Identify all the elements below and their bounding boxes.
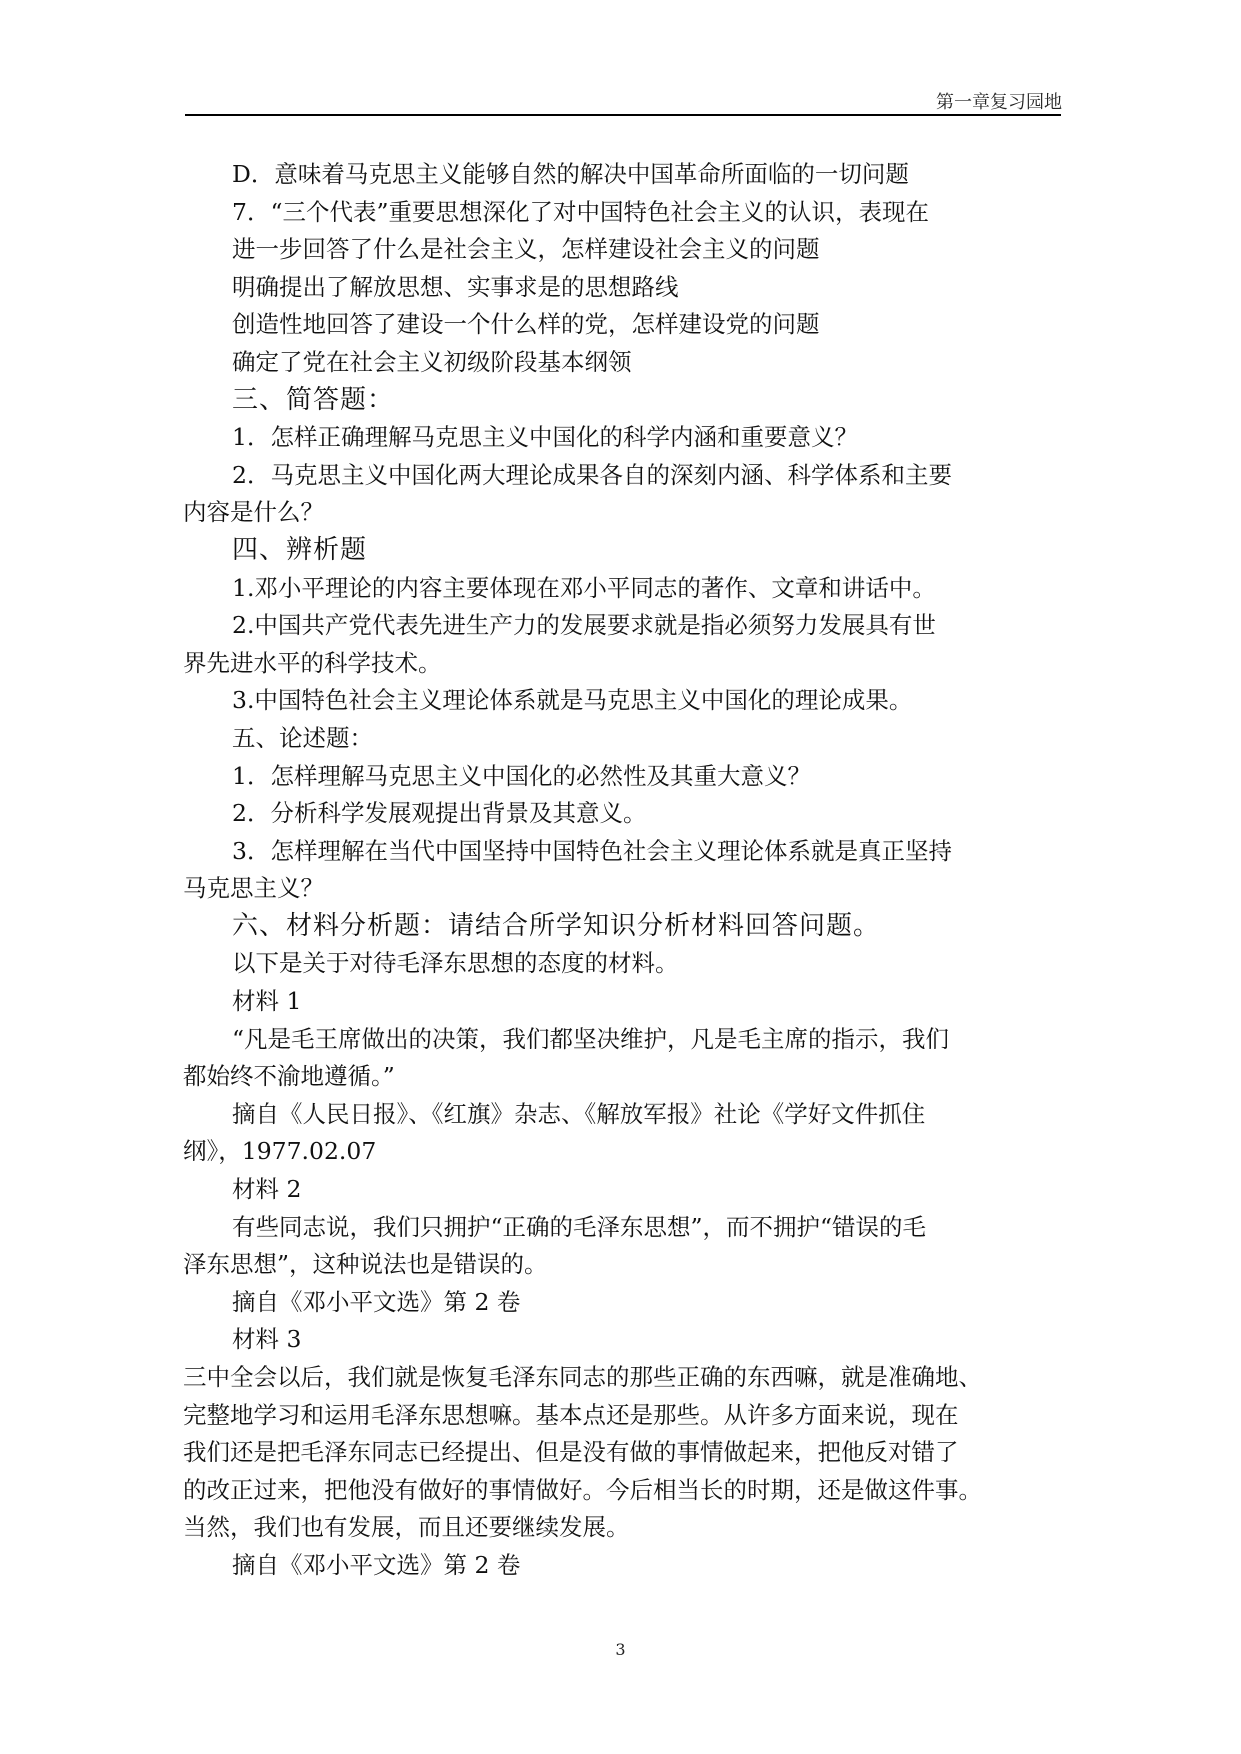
material-3-label: 材料 3 xyxy=(232,1325,302,1354)
material-2-label: 材料 2 xyxy=(232,1175,302,1204)
option-line: 创造性地回答了建设一个什么样的党，怎样建设党的问题 xyxy=(232,310,820,339)
material-intro: 以下是关于对待毛泽东思想的态度的材料。 xyxy=(232,949,679,978)
running-header: 第一章复习园地 xyxy=(936,92,1062,113)
essay-q3: 3．怎样理解在当代中国坚持中国特色社会主义理论体系就是真正坚持 xyxy=(232,836,952,865)
essay-q3-cont: 马克思主义？ xyxy=(183,874,324,903)
material-1-label: 材料 1 xyxy=(232,987,302,1016)
analysis-q3: 3.中国特色社会主义理论体系就是马克思主义中国化的理论成果。 xyxy=(232,686,913,715)
option-line: 明确提出了解放思想、实事求是的思想路线 xyxy=(232,272,679,301)
option-d: D．意味着马克思主义能够自然的解决中国革命所面临的一切问题 xyxy=(232,160,909,188)
material-2-text-cont: 泽东思想”，这种说法也是错误的。 xyxy=(183,1250,548,1279)
section-heading-short-answer: 三、简答题： xyxy=(232,384,395,415)
analysis-q2-cont: 界先进水平的科学技术。 xyxy=(183,648,442,677)
material-2-source: 摘自《邓小平文选》第 2 卷 xyxy=(232,1287,521,1316)
material-3-source: 摘自《邓小平文选》第 2 卷 xyxy=(232,1550,521,1579)
material-1-text: “凡是毛王席做出的决策，我们都坚决维护，凡是毛主席的指示，我们 xyxy=(232,1024,950,1053)
material-1-source-cont: 纲》，1977.02.07 xyxy=(183,1137,377,1166)
short-answer-q1: 1．怎样正确理解马克思主义中国化的科学内涵和重要意义？ xyxy=(232,423,858,452)
section-heading-essay: 五、论述题： xyxy=(232,723,373,752)
essay-q1: 1．怎样理解马克思主义中国化的必然性及其重大意义？ xyxy=(232,761,811,790)
material-3-text: 当然，我们也有发展，而且还要继续发展。 xyxy=(183,1513,630,1542)
material-3-text: 的改正过来，把他没有做好的事情做好。今后相当长的时期，还是做这件事。 xyxy=(183,1475,982,1504)
material-2-text: 有些同志说，我们只拥护“正确的毛泽东思想”，而不拥护“错误的毛 xyxy=(232,1212,927,1241)
essay-q2: 2．分析科学发展观提出背景及其意义。 xyxy=(232,799,647,828)
material-1-source: 摘自《人民日报》、《红旗》杂志、《解放军报》社论《学好文件抓住 xyxy=(232,1099,926,1128)
option-line: 进一步回答了什么是社会主义，怎样建设社会主义的问题 xyxy=(232,235,820,264)
short-answer-q2: 2．马克思主义中国化两大理论成果各自的深刻内涵、科学体系和主要 xyxy=(232,460,952,489)
section-heading-analysis: 四、辨析题 xyxy=(232,534,368,565)
material-3-text: 三中全会以后，我们就是恢复毛泽东同志的那些正确的东西嘛，就是准确地、 xyxy=(183,1363,982,1391)
document-body xyxy=(183,156,1060,1585)
analysis-q1: 1.邓小平理论的内容主要体现在邓小平同志的著作、文章和讲话中。 xyxy=(232,573,936,602)
short-answer-q2-cont: 内容是什么？ xyxy=(183,498,324,527)
material-3-text: 完整地学习和运用毛泽东思想嘛。基本点还是那些。从许多方面来说，现在 xyxy=(183,1400,959,1429)
analysis-q2: 2.中国共产党代表先进生产力的发展要求就是指必须努力发展具有世 xyxy=(232,611,936,640)
material-3-text: 我们还是把毛泽东同志已经提出、但是没有做的事情做起来，把他反对错了 xyxy=(183,1438,959,1467)
section-heading-material: 六、材料分析题：请结合所学知识分析材料回答问题。 xyxy=(232,910,881,941)
page-number: 3 xyxy=(615,1640,626,1659)
material-1-text-cont: 都始终不渝地遵循。” xyxy=(183,1062,395,1091)
header-rule xyxy=(185,114,1061,116)
question-7: 7．“三个代表”重要思想深化了对中国特色社会主义的认识，表现在 xyxy=(232,197,929,226)
option-line: 确定了党在社会主义初级阶段基本纲领 xyxy=(232,347,632,376)
